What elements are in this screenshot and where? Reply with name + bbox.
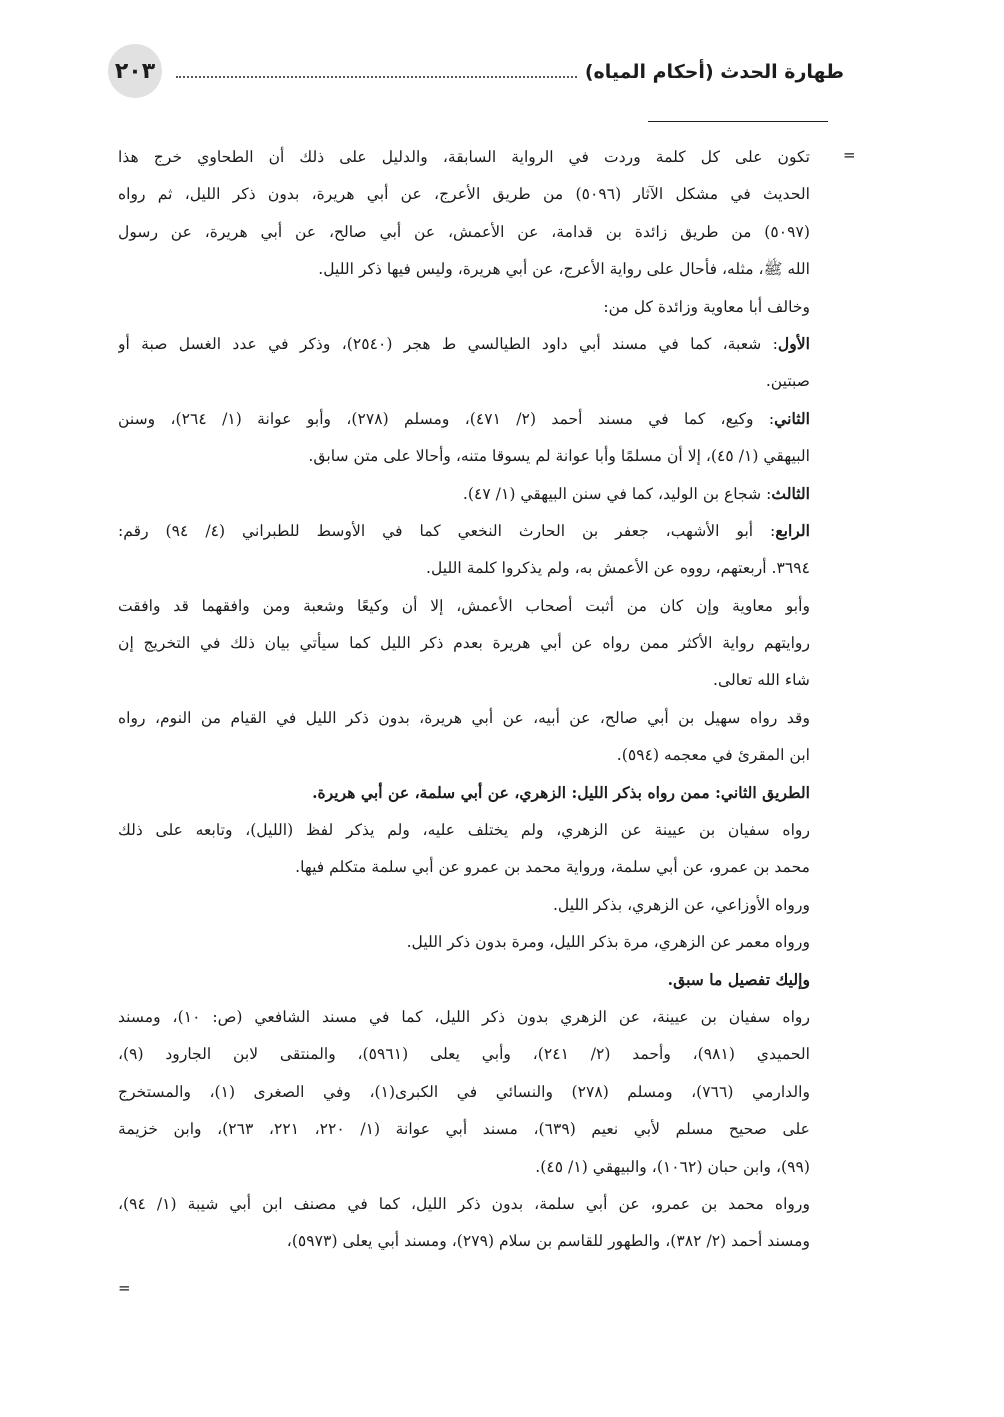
text-line (118, 362, 810, 399)
line-text: وأبو معاوية وإن كان من أثبت أصحاب الأعمش، إلا أن وكيعًا وشعبة ومن وافقهما قد وافقت (118, 596, 810, 615)
text-line (118, 512, 810, 549)
text-line (118, 325, 810, 362)
line-text: وخالف أبا معاوية وزائدة كل من: (603, 297, 810, 316)
continuation-mark-bottom: = (118, 1279, 131, 1297)
line-text: ورواه معمر عن الزهري، مرة بذكر الليل، ومرة بدون ذكر الليل. (406, 933, 810, 952)
line-text: ابن المقرئ في معجمه (٥٩٤). (616, 746, 810, 765)
text-line (118, 886, 810, 923)
chapter-title: طهارة الحدث (أحكام المياه) (584, 61, 844, 83)
line-text: رواه سفيان بن عيينة عن الزهري، ولم يختلف عليه، ولم يذكر لفظ (الليل)، وتابعه على ذلك (118, 821, 810, 840)
text-line (118, 587, 810, 624)
line-text: وقد رواه سهيل بن أبي صالح، عن أبيه، عن أبي هريرة، بدون ذكر الليل في القيام من النوم، رواه (118, 708, 810, 727)
line-text: (٩٩)، وابن حبان (١٠٦٢)، والبيهقي (١/ ٤٥). (535, 1157, 810, 1176)
line-lead: الثالث (771, 483, 810, 503)
text-line (118, 811, 810, 848)
line-text: : وكيع، كما في مسند أحمد (٢/ ٤٧١)، ومسلم (٢٧٨)، وأبو عوانة (١/ ٢٦٤)، وسنن (118, 409, 775, 428)
line-text: رواه سفيان بن عيينة، عن الزهري بدون ذكر الليل، كما في مسند الشافعي (ص: ١٠)، ومسند (118, 1007, 810, 1026)
text-line (118, 736, 810, 773)
line-text: : أبو الأشهب، جعفر بن الحارث النخعي كما في الأوسط للطبراني (٤/ ٩٤) رقم: (118, 521, 776, 540)
line-lead: الرابع (775, 520, 810, 540)
line-text: الله ﷺ، مثله، فأحال على رواية الأعرج، عن أبي هريرة، وليس فيها ذكر الليل. (318, 260, 810, 279)
text-line (118, 1185, 810, 1222)
line-text: تكون على كل كلمة وردت في الرواية السابقة، والدليل على ذلك أن الطحاوي خرج هذا (118, 148, 810, 166)
heading-text: وإليك تفصيل ما سبق. (667, 969, 810, 989)
heading-text: الطريق الثاني: ممن رواه بذكر الليل: الزهري، عن أبي سلمة، عن أبي هريرة. (312, 782, 810, 802)
text-line (118, 923, 810, 960)
line-text: : شعبة، كما في مسند أبي داود الطيالسي ط هجر (٢٥٤٠)، وذكر في عدد الغسل صبة أو (118, 334, 778, 353)
line-text: (٥٠٩٧) من طريق زائدة بن قدامة، عن الأعمش، عن أبي صالح، عن أبي هريرة، عن رسول (118, 222, 810, 241)
footnote-separator (648, 121, 828, 122)
line-text: الحميدي (٩٨١)، وأحمد (٢/ ٢٤١)، وأبي يعلى (٥٩٦١)، والمنتقى لابن الجارود (٩)، (118, 1045, 810, 1064)
text-line (118, 624, 810, 661)
line-text: محمد بن عمرو، عن أبي سلمة، ورواية محمد بن عمرو عن أبي سلمة متكلم فيها. (295, 858, 810, 877)
text-line (118, 699, 810, 736)
text-line (118, 1222, 810, 1259)
line-text: ورواه محمد بن عمرو، عن أبي سلمة، بدون ذكر الليل، كما في مصنف ابن أبي شيبة (١/ ٩٤)، (118, 1194, 810, 1213)
text-line (118, 437, 810, 474)
text-line (118, 998, 810, 1035)
continuation-mark-top: = (843, 146, 856, 164)
text-line (118, 138, 810, 175)
text-line (118, 549, 810, 586)
text-line (118, 250, 810, 287)
section-heading (118, 774, 810, 811)
text-line (118, 1148, 810, 1185)
footnote-text (118, 138, 810, 1260)
running-header (176, 55, 844, 89)
section-heading (118, 961, 810, 998)
text-line (118, 213, 810, 250)
line-text: والدارمي (٧٦٦)، ومسلم (٢٧٨) والنسائي في الكبرى(١)، وفي الصغرى (١)، والمستخرج (118, 1082, 810, 1101)
line-text: روايتهم رواية الأكثر ممن رواه عن أبي هريرة بعدم ذكر الليل كما سيأتي بيان ذلك في التخريج إن (118, 634, 810, 653)
header-dotted-leader (176, 76, 577, 78)
page-number: ٢٠٣ (108, 44, 162, 98)
line-text: الحديث في مشكل الآثار (٥٠٩٦) من طريق الأعرج، عن أبي هريرة، بدون ذكر الليل، ثم رواه (118, 185, 810, 204)
line-text: على صحيح مسلم لأبي نعيم (٦٣٩)، مسند أبي عوانة (١/ ٢٢٠، ٢٢١، ٢٦٣)، وابن خزيمة (118, 1120, 810, 1139)
line-text: البيهقي (١/ ٤٥)، إلا أن مسلمًا وأبا عوانة لم يسوقا متنه، وأحالا على متن سابق. (308, 447, 810, 466)
line-text: شاء الله تعالى. (713, 671, 810, 690)
line-text: : شجاع بن الوليد، كما في سنن البيهقي (١/ ٤٧). (462, 484, 772, 503)
text-line (118, 1035, 810, 1072)
line-text: صبتين. (765, 372, 810, 391)
line-lead: الأول (777, 333, 810, 353)
text-line (118, 661, 810, 698)
text-line (118, 175, 810, 212)
line-text: ورواه الأوزاعي، عن الزهري، بذكر الليل. (552, 895, 810, 914)
line-text: ٣٦٩٤. أربعتهم، رووه عن الأعمش به، ولم يذكروا كلمة الليل. (426, 559, 810, 578)
text-line (118, 475, 810, 512)
text-line (118, 1110, 810, 1147)
line-text: ومسند أحمد (٢/ ٣٨٢)، والطهور للقاسم بن سلام (٢٧٩)، ومسند أبي يعلى (٥٩٧٣)، (286, 1232, 810, 1251)
text-line (118, 288, 810, 325)
text-line (118, 848, 810, 885)
line-lead: الثاني (774, 408, 810, 428)
text-line (118, 400, 810, 437)
text-line (118, 1073, 810, 1110)
